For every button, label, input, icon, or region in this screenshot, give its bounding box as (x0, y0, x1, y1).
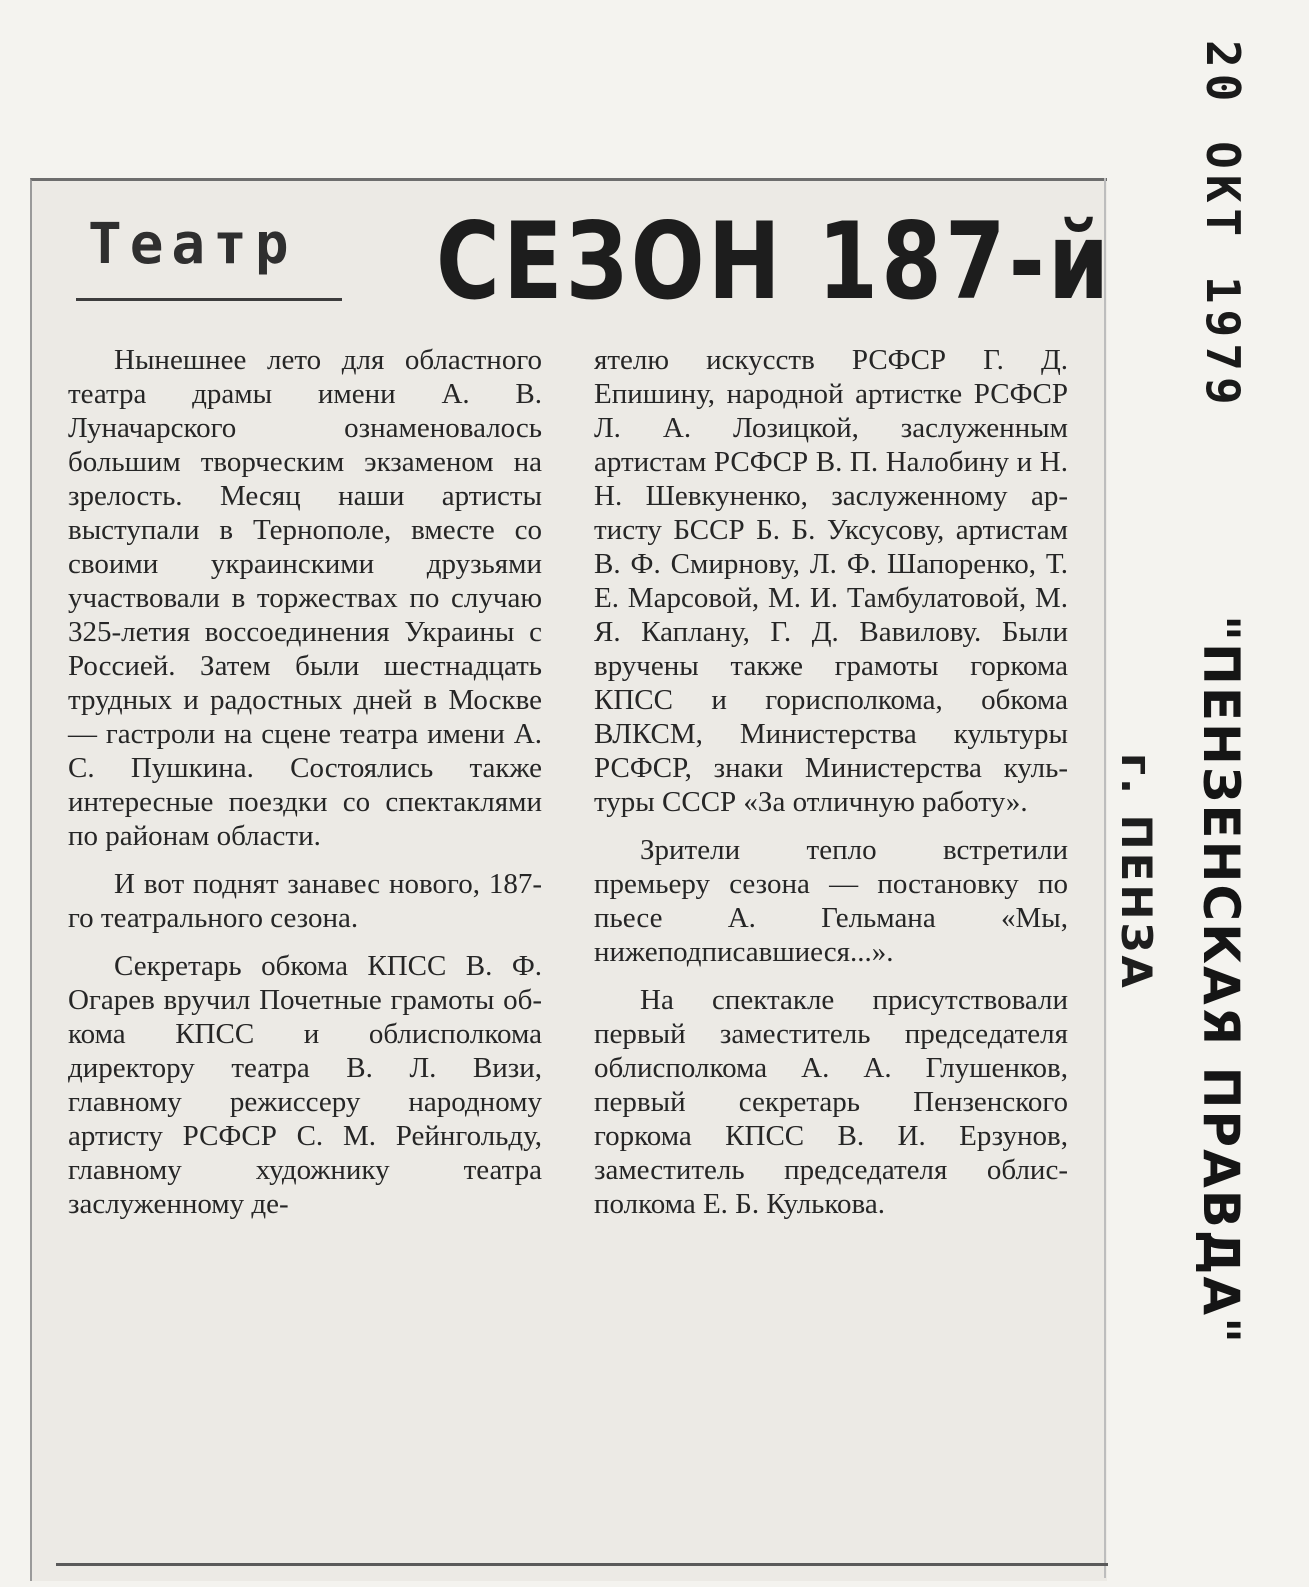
city-stamp: г. ПЕНЗА (1112, 753, 1161, 991)
clipping-edge (1104, 178, 1106, 1578)
article-column-2 (594, 343, 1068, 1235)
paragraph: На спектакле присутствовали первый заместитель председателя облисполкома А. А. Глушенков, первый секретарь Пензенского горкома КПСС В. И. Ерзунов, заместитель председателя облисполкома Е. Б. Кулькова. (594, 984, 1068, 1220)
bottom-rule (56, 1563, 1108, 1566)
paragraph: И вот поднят занавес нового, 187-го театрального сезона. (68, 868, 542, 934)
paragraph-continued: ятелю искусств РСФСР Г. Д. Епишину, народной артистке РСФСР Л. А. Лозицкой, заслуженным артистам РСФСР В. П. Налобину и Н. Н. Шевкуненко, заслуженному артисту БССР Б. Б. Уксусову, артистам В. Ф. Смирнову, Л. Ф. Шапоренко, Т. Е. Марсовой, М. И. Тамбулатовой, М. Я. Каплану, Г. Д. Вавилову. Были вручены также грамоты горкома КПСС и горисполкома, обкома ВЛКСМ, Министерства культуры РСФСР, знаки Министерства культуры СССР «За отличную работу». (594, 344, 1068, 818)
article-column-1 (68, 343, 542, 1235)
paragraph: Нынешнее лето для областного театра драмы имени А. В. Луначарского ознаменовалось большим творческим экзаменом на зрелость. Месяц наши артисты выступали в Тернополе, вместе со своими украинскими друзьями участвовали в торжествах по случаю 325-летия воссоединения Украины с Россией. Затем были шестнадцать трудных и радостных дней в Москве — гастроли на сцене театра имени А. С. Пушкина. Состоялись также интересные поездки со спектаклями по районам области. (68, 344, 542, 852)
paragraph: Секретарь обкома КПСС В. Ф. Огарев вручил Почетные грамоты обкома КПСС и облисполкома директору театра В. Л. Визи, главному режиссеру народному артисту РСФСР С. М. Рейнгольду, главному художнику театра заслуженному де- (68, 950, 542, 1220)
date-stamp: 20 ОКТ 1979 (1196, 40, 1250, 411)
rubric-label: Театр (88, 212, 297, 277)
paragraph: Зрители тепло встретили премьеру сезона — постановку по пьесе А. Гельмана «Мы, нижеподписавшиеся...». (594, 834, 1068, 968)
headline: СЕЗОН 187-й (436, 200, 1113, 323)
rubric-underline (76, 298, 342, 301)
newspaper-name-stamp: "ПЕНЗЕНСКАЯ ПРАВДА" (1192, 615, 1250, 1346)
